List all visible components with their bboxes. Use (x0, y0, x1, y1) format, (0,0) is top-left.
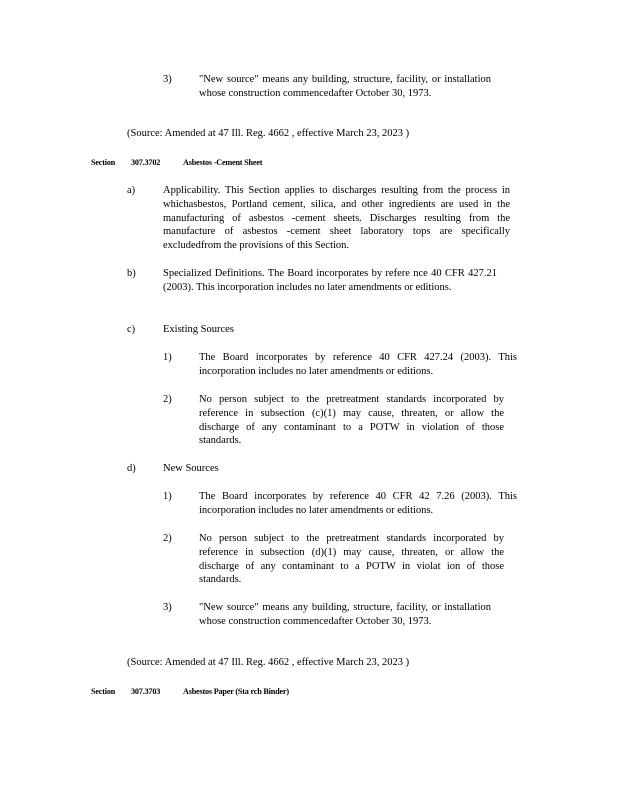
item-text: The Board incorporates by reference 40 CFR 42 7.26 (2003). This incorporation includes no later amendments or editions. (199, 491, 517, 516)
section-label: Section (91, 687, 116, 696)
subsection-text: Specialized Definitions. The Board incorporates by refere nce 40 CFR 427.21 (2003). This incorporation includes no later amendments or editions. (163, 268, 497, 293)
section-title: Asbestos -Cement Sheet (183, 158, 263, 167)
subsection-letter: a) (127, 185, 136, 196)
item-text: No person subject to the pretreatment standards incorporated by reference in subsection (d)(1) may cause, threaten, or allow the discharge of any contaminant to a POTW in violat ion of those standards. (199, 533, 504, 586)
section-title: Asbestos Paper (Sta rch Binder) (183, 687, 289, 696)
item-text: "New source" means any building, structure, facility, or installation whose construction commencedafter October 30, 1973. (199, 602, 491, 627)
subsection-letter: b) (127, 268, 136, 279)
item-number: 3) (163, 74, 172, 85)
item-number: 1) (163, 491, 172, 502)
subsection-letter: c) (127, 324, 136, 335)
source-note: (Source: Amended at 47 Ill. Reg. 4662 , effective March 23, 2023 ) (127, 128, 410, 139)
item-number: 2) (163, 533, 172, 544)
item-number: 1) (163, 352, 172, 363)
subsection-text: Applicability. This Section applies to discharges resulting from the process in whichasbestos, Portland cement, silica, and other ingredients are used in the manufacturing of asbestos -cement sheets. Discharges resulting from the manufacture of asbestos -cement sheet laboratory tops are specifically excludedfrom the provisions of this Section. (163, 185, 510, 252)
item-number: 3) (163, 602, 172, 613)
subsection-letter: d) (127, 463, 136, 474)
item-text: No person subject to the pretreatment standards incorporated by reference in subsection (c)(1) may cause, threaten, or allow the discharge of any contaminant to a POTW in violation of those standards. (199, 394, 504, 447)
item-number: 2) (163, 394, 172, 405)
subsection-heading: Existing Sources (163, 324, 234, 335)
source-note: (Source: Amended at 47 Ill. Reg. 4662 , effective March 23, 2023 ) (127, 657, 410, 668)
item-text: "New source" means any building, structure, facility, or installation whose construction commencedafter October 30, 1973. (199, 74, 491, 99)
section-number: 307.3702 (131, 158, 161, 167)
subsection-heading: New Sources (163, 463, 219, 474)
item-text: The Board incorporates by reference 40 CFR 427.24 (2003). This incorporation includes no later amendments or editions. (199, 352, 517, 377)
section-number: 307.3703 (131, 687, 161, 696)
section-label: Section (91, 158, 116, 167)
